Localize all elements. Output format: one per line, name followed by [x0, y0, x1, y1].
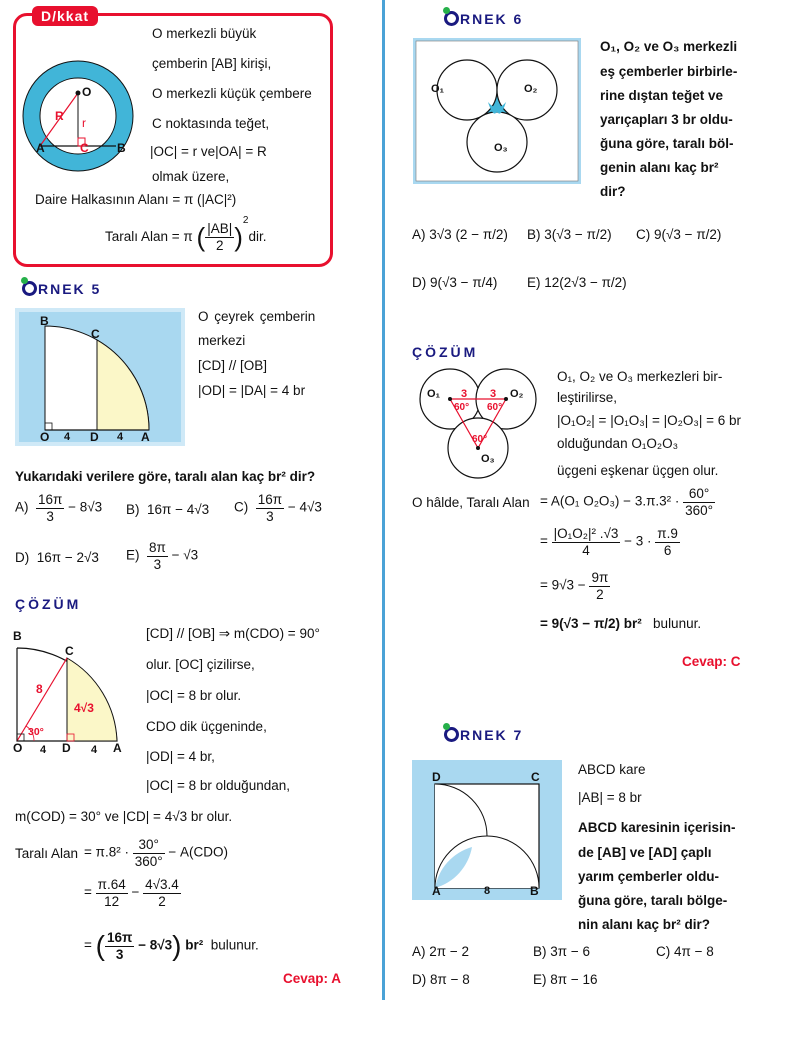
- eq1-text: = A(O₁ O₂O₃) − 3.π.3² ·: [540, 493, 680, 509]
- ornek5-option-d[interactable]: [15, 550, 99, 565]
- eq2-n2: 4√3.4: [145, 877, 179, 892]
- c6-label-3a: 3: [461, 388, 468, 400]
- cozum5-line-2: olur. [OC] çizilirse,: [146, 657, 255, 672]
- label-B: B: [117, 141, 126, 155]
- dikkat-formula-2: Taralı Alan = π ( $\frac{|AB|}{2}$ )$^2$dir.: [105, 215, 267, 253]
- c6-label-3b: 3: [490, 388, 497, 400]
- o7-label-B: B: [530, 884, 539, 898]
- ornek5-header-text: RNEK 5: [38, 281, 102, 297]
- opt-label: B): [527, 227, 541, 242]
- opt-den: 3: [46, 508, 54, 524]
- label-A: A: [36, 141, 45, 155]
- c6-label-o3: O₃: [481, 453, 495, 465]
- o5-label-C: C: [91, 327, 100, 341]
- eq4-text: = 9(√3 − π/2) br²: [540, 616, 642, 631]
- ornek5-option-a[interactable]: [15, 492, 102, 524]
- eq3-num: 16π: [106, 930, 133, 945]
- o5-label-O: O: [40, 430, 50, 444]
- cozum5-answer: Cevap: A: [283, 971, 342, 986]
- eq2-n1: π.64: [97, 877, 126, 892]
- opt-tail: − 4√3: [287, 499, 322, 515]
- ornek7-option-d[interactable]: [412, 973, 470, 988]
- opt-text: 3(√3 − π/2): [544, 227, 612, 242]
- opt-tail: − 8√3: [68, 499, 103, 515]
- o5-label-4a: 4: [64, 431, 71, 443]
- ornek7-q-2: de [AB] ve [AD] çaplı: [578, 845, 712, 860]
- ornek6-option-e[interactable]: [527, 276, 627, 291]
- c5-label-A: A: [113, 741, 122, 755]
- ornek6-header: [444, 11, 523, 27]
- eq1-den: 360°: [134, 853, 163, 869]
- dikkat-line-6: olmak üzere,: [152, 169, 230, 184]
- eq1-num: 30°: [133, 837, 165, 854]
- o5-label-A: A: [141, 430, 150, 444]
- opt-label: C): [234, 499, 249, 515]
- column-divider: [382, 0, 385, 1000]
- c5-label-C: C: [65, 644, 74, 658]
- cozum6-halde: O hâlde, Taralı Alan: [412, 495, 530, 510]
- ornek7-q-4: ğuna göre, taralı bölge-: [578, 893, 728, 908]
- o7-label-A: A: [432, 884, 441, 898]
- opt-num: 16π: [38, 492, 63, 507]
- opt-label: E): [533, 972, 547, 987]
- opt-text: 9(√3 − π/4): [430, 275, 498, 290]
- opt-den: 3: [266, 508, 274, 524]
- o7-label-C: C: [531, 770, 540, 784]
- ornek6-header-text: RNEK 6: [460, 11, 524, 27]
- c5-label-30: 30°: [28, 726, 44, 738]
- ornek7-option-a[interactable]: [412, 945, 469, 960]
- c5-label-4b: 4: [91, 744, 98, 756]
- opt-label: B): [533, 944, 547, 959]
- cozum5-header: ÇÖZÜM: [15, 596, 82, 612]
- eq3-end: bulunur.: [210, 937, 259, 953]
- cozum6-figure: [410, 365, 542, 483]
- opt-label: D): [412, 275, 427, 290]
- cozum5-taralı-label: Taralı Alan: [15, 846, 79, 861]
- eq2-num: |O₁O₂|² .√3: [553, 526, 619, 541]
- c5-label-8: 8: [36, 682, 43, 696]
- ornek5-line-2: merkezi: [198, 333, 246, 348]
- opt-num: 8π: [149, 540, 166, 555]
- c6-label-o2: O₂: [510, 388, 524, 400]
- ornek7-q-3: yarım çemberler oldu-: [578, 869, 720, 884]
- ornek5-header: [22, 281, 101, 297]
- cozum6-line-4: olduğundan O₁O₂O₃: [557, 436, 679, 451]
- ornek6-line-6: genin alanı kaç br²: [600, 160, 719, 175]
- cozum6-eq-1: [540, 486, 715, 518]
- ornek6-option-b[interactable]: [527, 228, 612, 243]
- opt-text: 16π − 4√3: [147, 502, 210, 517]
- cozum5-line-5: |OD| = 4 br,: [146, 749, 215, 764]
- ornek6-line-7: dir?: [600, 184, 626, 199]
- eq2-den2: 6: [663, 542, 672, 558]
- ornek-logo-icon: [22, 281, 37, 296]
- label-r: r: [82, 116, 86, 130]
- eq2-num2: π.9: [657, 526, 678, 541]
- ornek6-option-a[interactable]: [412, 228, 508, 243]
- dikkat-formula-1: Daire Halkasının Alanı = π (|AC|²): [35, 192, 237, 207]
- eq1-num: 60°: [683, 486, 715, 503]
- eq2-d1: 12: [104, 893, 120, 909]
- eq3-num: 9π: [591, 570, 609, 585]
- dikkat-line-5: |OC| = r ve|OA| = R: [150, 144, 267, 159]
- ornek5-question: Yukarıdaki verilere göre, taralı alan kaç br² dir?: [15, 469, 316, 484]
- ornek7-option-c[interactable]: [656, 945, 714, 960]
- dikkat-line-1: O merkezli büyük: [152, 26, 257, 41]
- o6-label-o2: O₂: [524, 83, 538, 95]
- eq2-d2: 2: [158, 893, 166, 909]
- o6-label-o1: O₁: [431, 83, 445, 95]
- opt-text: 8π − 8: [430, 972, 470, 987]
- cozum5-line-1: [CD] // [OB] ⇒ m(CDO) = 90°: [146, 626, 320, 641]
- cozum6-line-2: leştirilirse,: [557, 390, 618, 405]
- ornek7-line-2: |AB| = 8 br: [578, 790, 642, 805]
- c6-label-60b: 60°: [487, 402, 503, 413]
- ornek-logo-icon: [444, 11, 459, 26]
- opt-label: B): [126, 502, 140, 517]
- ornek5-line-3: [CD] // [OB]: [198, 358, 268, 373]
- ornek7-q-1: ABCD karesinin içerisin-: [578, 820, 736, 835]
- cozum6-eq-3: [540, 570, 610, 602]
- ornek5-figure: [15, 308, 185, 446]
- opt-label: C): [656, 944, 671, 959]
- ornek7-option-b[interactable]: [533, 945, 590, 960]
- c5-label-B: B: [13, 629, 22, 643]
- eq3-unit: br²: [185, 937, 204, 953]
- opt-text: 3π − 6: [550, 944, 590, 959]
- label-C: C: [80, 141, 89, 155]
- o7-label-8: 8: [484, 885, 491, 897]
- opt-label: D): [15, 550, 30, 565]
- ornek7-line-1: ABCD kare: [578, 762, 646, 777]
- opt-text: 16π − 2√3: [36, 550, 99, 565]
- opt-label: C): [636, 227, 651, 242]
- opt-label: A): [412, 944, 426, 959]
- eq4-end: bulunur.: [653, 616, 702, 631]
- ornek6-line-2: eş çemberler birbirle-: [600, 64, 738, 79]
- ornek7-header: [444, 727, 523, 743]
- opt-tail: − √3: [171, 547, 199, 563]
- dikkat-tag: D/kkat: [32, 6, 98, 26]
- cozum6-line-3: |O₁O₂| = |O₁O₃| = |O₂O₃| = 6 br: [557, 413, 742, 428]
- eq2-den: 4: [582, 542, 590, 558]
- c5-label-D: D: [62, 741, 71, 755]
- cozum6-line-5: üçgeni eşkenar üçgen olur.: [557, 463, 719, 478]
- cozum5-eq-1: [84, 837, 228, 869]
- ornek7-q-5: nin alanı kaç br² dir?: [578, 917, 711, 932]
- cozum5-line-4: CDO dik üçgeninde,: [146, 719, 267, 734]
- eq3-tail: − 8√3: [138, 937, 173, 953]
- c5-label-O: O: [13, 741, 23, 755]
- cozum5-eq-3: = ( $\frac{16\pi}{3}$ − 8√3) br² bulunur.: [84, 930, 259, 962]
- eq1-den: 360°: [685, 502, 714, 518]
- eq1-right: − A(CDO): [168, 844, 229, 860]
- c6-label-60c: 60°: [472, 434, 488, 445]
- cozum6-eq-2: = $\frac{\text{|O₁O₂|² .√3}}{4}$ − 3 · $\frac{\pi.9}{6}$: [540, 526, 678, 558]
- o7-label-D: D: [432, 770, 441, 784]
- eq3-den: 3: [115, 946, 124, 962]
- ornek6-option-c[interactable]: [636, 228, 721, 243]
- label-o: O: [82, 85, 92, 99]
- dikkat-line-2: çemberin [AB] kirişi,: [152, 56, 272, 71]
- opt-label: E): [527, 275, 541, 290]
- opt-label: D): [412, 972, 427, 987]
- ornek7-header-text: RNEK 7: [460, 727, 524, 743]
- ornek5-option-b[interactable]: [126, 502, 209, 517]
- o6-label-o3: O₃: [494, 142, 508, 154]
- opt-text: 8π − 16: [550, 972, 598, 987]
- eq3-den: 2: [596, 586, 604, 602]
- opt-text: 3√3 (2 − π/2): [429, 227, 508, 242]
- formula2-den: 2: [215, 237, 224, 253]
- cozum6-eq-4: [540, 616, 701, 631]
- c5-label-4root3: 4√3: [74, 701, 94, 715]
- opt-num: 16π: [257, 492, 283, 507]
- ornek5-line-4: |OD| = |DA| = 4 br: [198, 383, 306, 398]
- cozum6-line-1: O₁, O₂ ve O₃ merkezleri bir-: [557, 369, 723, 384]
- label-R: R: [55, 109, 64, 123]
- cozum6-header: ÇÖZÜM: [412, 344, 479, 360]
- c6-label-o1: O₁: [427, 388, 441, 400]
- dikkat-line-3: O merkezli küçük çembere: [152, 86, 312, 101]
- dikkat-line-4: C noktasında teğet,: [152, 116, 270, 131]
- ornek6-line-4: yarıçapları 3 br oldu-: [600, 112, 733, 127]
- opt-label: A): [412, 227, 426, 242]
- ornek5-option-c[interactable]: [234, 492, 322, 524]
- ornek6-line-1: O₁, O₂ ve O₃ merkezli: [600, 39, 738, 54]
- cozum6-answer: Cevap: C: [682, 654, 741, 669]
- opt-text: 4π − 8: [674, 944, 714, 959]
- o5-label-D: D: [90, 430, 99, 444]
- c6-label-60a: 60°: [454, 402, 470, 413]
- ornek6-option-d[interactable]: [412, 276, 497, 291]
- cozum5-line-3: |OC| = 8 br olur.: [146, 688, 242, 703]
- formula2-right: dir.: [248, 229, 267, 244]
- eq3-text: = 9√3 −: [540, 577, 586, 593]
- opt-text: 9(√3 − π/2): [654, 227, 722, 242]
- formula2-exp: 2: [242, 215, 249, 226]
- cozum5-eq-2: = $\frac{\pi.64}{12}$ − $\frac{4√3.4}{2}$: [84, 877, 179, 909]
- opt-label: A): [15, 499, 29, 515]
- ornek7-option-e[interactable]: [533, 973, 598, 988]
- ornek5-option-e[interactable]: [126, 540, 198, 572]
- ornek6-figure: [413, 38, 581, 184]
- annulus-figure: [18, 58, 138, 178]
- cozum5-line-7: m(COD) = 30° ve |CD| = 4√3 br olur.: [15, 809, 233, 824]
- opt-text: 2π − 2: [429, 944, 469, 959]
- ornek5-line-1: O çeyrek çemberin: [198, 309, 316, 324]
- c5-label-4a: 4: [40, 744, 47, 756]
- opt-label: E): [126, 547, 140, 563]
- cozum5-line-6: |OC| = 8 br olduğundan,: [146, 778, 290, 793]
- o5-label-B: B: [40, 314, 49, 328]
- eq2-mid: − 3 ·: [624, 533, 652, 549]
- ornek6-line-3: rine dıştan teğet ve: [600, 88, 724, 103]
- formula2-left: Taralı Alan = π: [105, 229, 193, 244]
- o5-label-4b: 4: [117, 431, 124, 443]
- ornek-logo-icon: [444, 727, 459, 742]
- ornek6-line-5: ğuna göre, taralı böl-: [600, 136, 734, 151]
- opt-den: 3: [153, 556, 162, 572]
- eq1-left: = π.8² ·: [84, 844, 129, 860]
- opt-text: 12(2√3 − π/2): [544, 275, 627, 290]
- formula2-num: |AB|: [207, 221, 233, 237]
